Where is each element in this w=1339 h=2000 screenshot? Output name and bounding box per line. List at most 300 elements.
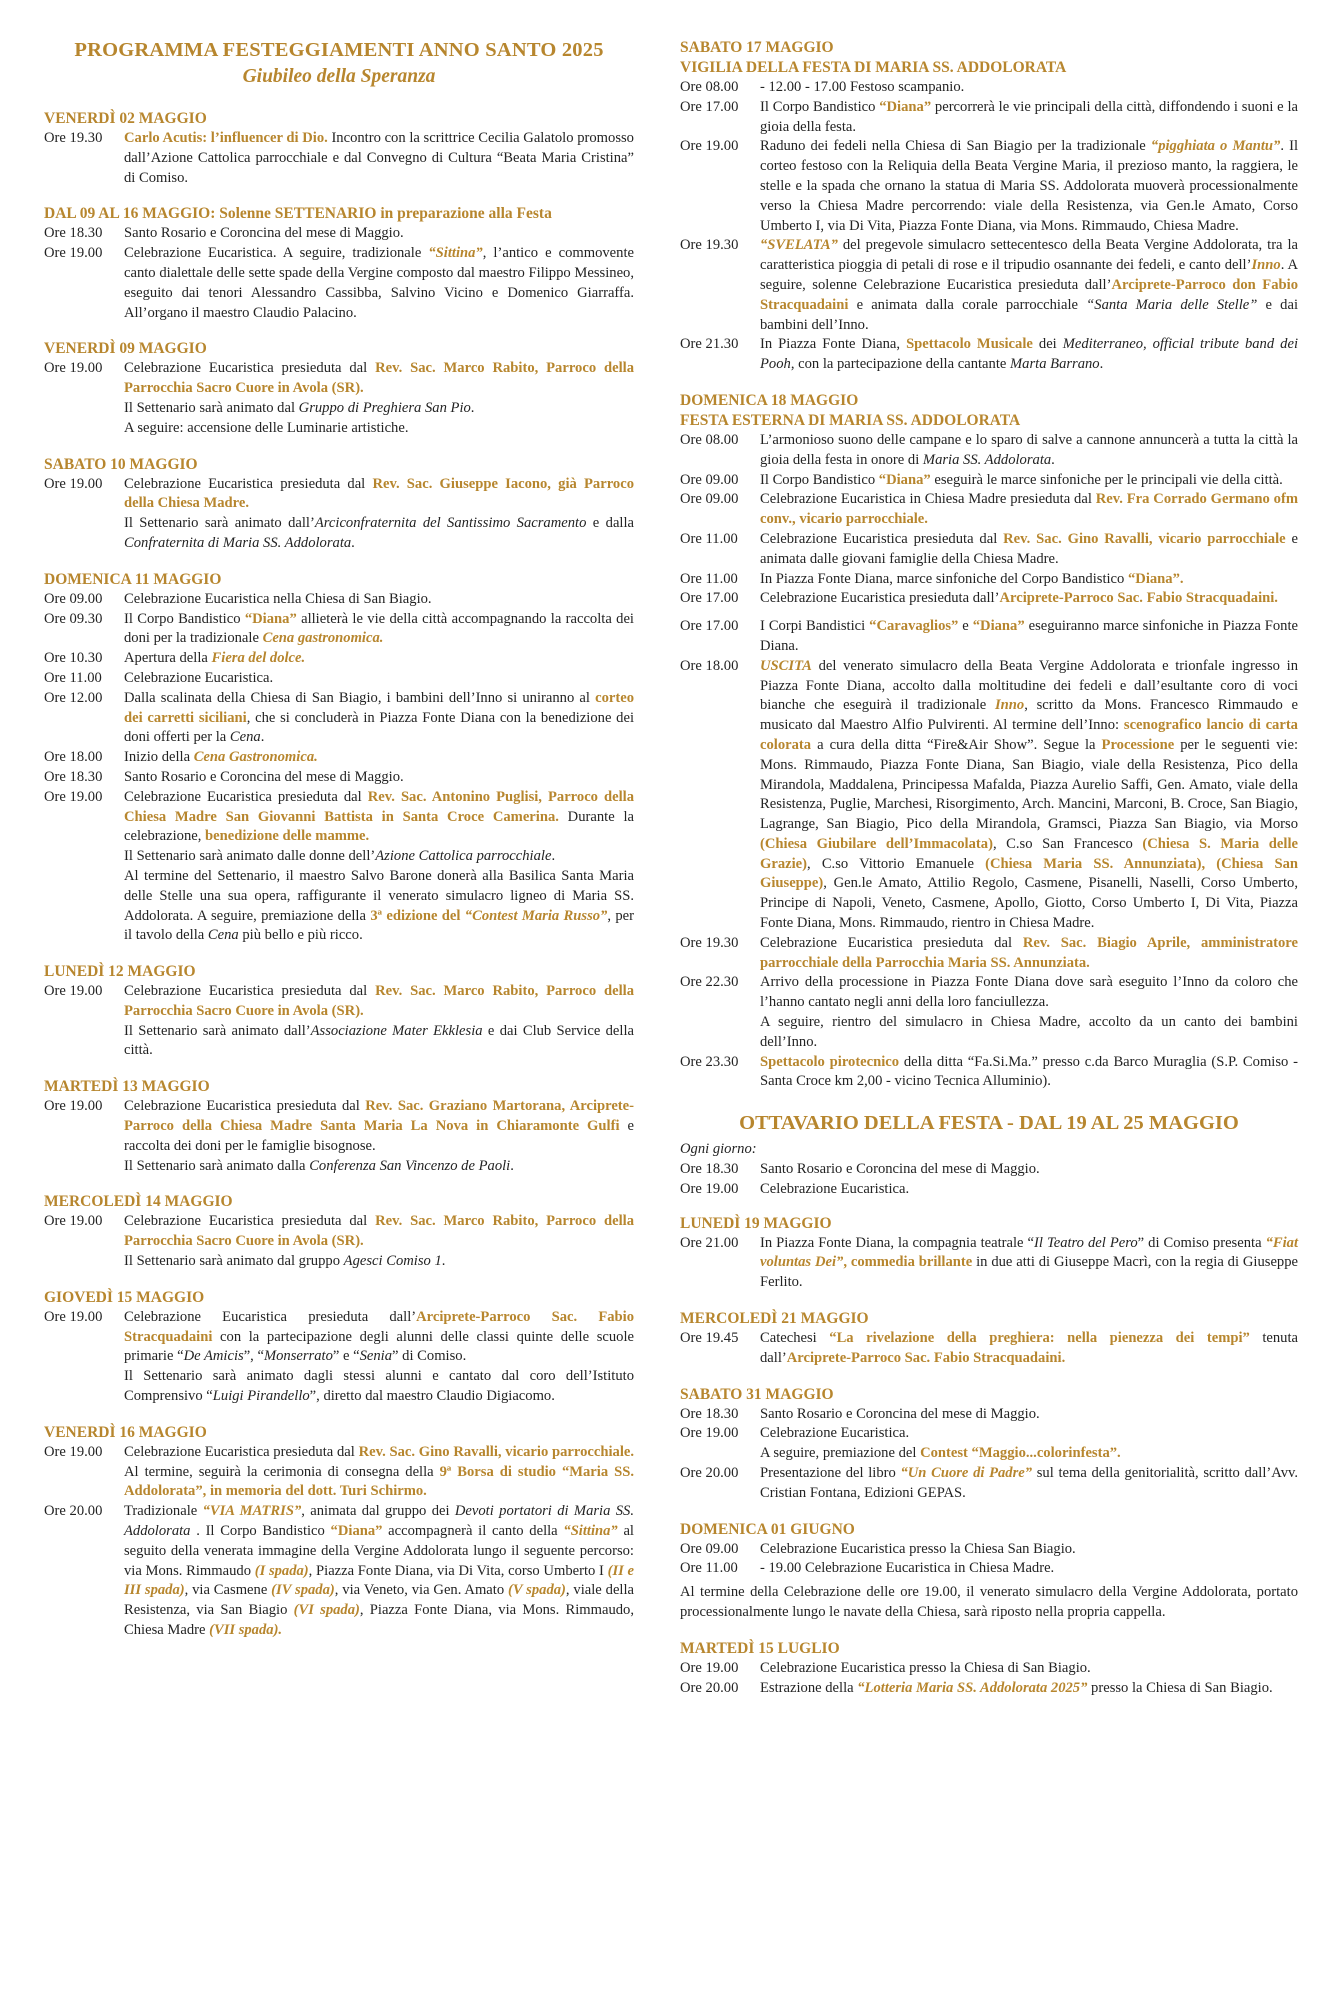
entry-description (760, 1540, 1298, 1560)
entry-text: . Il corteo festoso con la Reliquia della Beata Vergine Maria, il prezioso manto, la raggiera, le stelle e la spada che ornano la statua di Maria SS. Addolorata muoverà processionalmente verso la Chiesa Madre percorrendo: viale della Resistenza, via Gen.le Amato, Corso Umberto I, via Di Vita, Piazza Fonte Diana, via Mons. Rimmaudo, Chiesa Madre. (760, 138, 1298, 234)
entry-description (124, 475, 634, 515)
entry-description (124, 1157, 634, 1177)
entry-time: Ore 08.00 (680, 79, 739, 95)
entry-description (124, 244, 634, 323)
entry-text: , Piazza Fonte Diana, via Di Vita, corso Umberto I (308, 1562, 608, 1579)
entry-text: Arciprete-Parroco Sac. Fabio Stracquadaini (124, 1308, 635, 1345)
entry-text: “Diana”. (1127, 570, 1184, 587)
entry-text: Celebrazione Eucaristica presieduta dal (124, 1213, 376, 1230)
entry-text: a cura della ditta “Fire&Air Show”. Segue la (811, 736, 1102, 753)
entry-text: Il Settenario sarà animato dal gruppo (124, 1253, 344, 1270)
entry-text: (Chiesa Maria SS. Annunziata), (Chiesa San Giuseppe) (760, 855, 1298, 892)
entry-text: Rev. Sac. Gino Ravalli, vicario parrocchiale. (358, 1443, 634, 1460)
day-section (680, 1214, 1298, 1293)
entry-text: Senia (359, 1348, 393, 1365)
entry-time (44, 1252, 124, 1272)
entry-text: (I spada) (254, 1562, 309, 1579)
entry-text: “Santa Maria delle Stelle” (1086, 296, 1258, 313)
entry-text: “SVELATA” (760, 237, 838, 254)
entry-description (124, 399, 634, 419)
entry-text: Spettacolo pirotecnico (760, 1053, 900, 1070)
entry-text: . (510, 1157, 514, 1174)
entry-time: Ore 09.00 (680, 1540, 739, 1557)
entry-text: tenuta dall’ (760, 1330, 1299, 1366)
entry-text: Inno (1251, 257, 1281, 274)
entry-description (124, 649, 634, 669)
entry-text: 9ª Borsa di studio “Maria SS. Addolorata”, in memoria del dott. Turi Schirmo. (124, 1463, 634, 1500)
schedule-entry (44, 590, 634, 610)
right2-sections (680, 1214, 1298, 1699)
day-section (44, 339, 634, 438)
entry-description (124, 359, 634, 399)
entry-text: Celebrazione Eucaristica presieduta dall’ (124, 1308, 417, 1325)
entry-text: Celebrazione Eucaristica presieduta dal (124, 1443, 359, 1460)
entry-time: Ore 19.00 (44, 1308, 103, 1325)
entry-text: Cena Gastronomica. (193, 749, 318, 766)
entry-text: Confraternita di Maria SS. Addolorata (124, 534, 352, 551)
schedule-entry (680, 1013, 1298, 1053)
entry-time: Ore 17.00 (680, 98, 739, 115)
schedule-entry (680, 589, 1298, 609)
entry-text: . A seguire, solenne Celebrazione Eucaristica presieduta dall’ (760, 257, 1299, 293)
schedule-entry (680, 335, 1298, 375)
schedule-entry (44, 475, 634, 515)
entry-time: Ore 20.00 (680, 1465, 739, 1482)
entry-text: Celebrazione Eucaristica in Chiesa Madre presieduta dal (760, 491, 1096, 508)
entry-time: Ore 21.00 (680, 1234, 739, 1251)
entry-text: Devoti portatori di Maria SS. Addolorata (124, 1503, 635, 1540)
entry-text: ” di Comiso presenta (1137, 1234, 1266, 1251)
entry-description (760, 98, 1298, 138)
entry-time: Ore 20.00 (680, 1679, 739, 1696)
entry-text: Inizio della (124, 749, 194, 766)
schedule-entry (680, 657, 1298, 934)
entry-description (124, 514, 634, 554)
entry-time (44, 847, 124, 867)
entry-text: eseguiranno marce sinfoniche in Piazza Fonte Diana. (760, 618, 1298, 654)
entry-description (124, 689, 634, 748)
schedule-entry (680, 137, 1298, 236)
entry-text: , viale della Resistenza, via San Biagio (124, 1582, 635, 1619)
left-column (44, 38, 634, 1657)
day-section (680, 1385, 1298, 1504)
schedule-entry (680, 236, 1298, 335)
schedule-entry (680, 617, 1298, 657)
entry-text: Cena (229, 729, 261, 746)
entry-text: (V spada) (508, 1582, 566, 1599)
entry-text: Celebrazione Eucaristica. (760, 1180, 910, 1197)
entry-description (760, 1013, 1298, 1053)
schedule-entry (44, 1502, 634, 1641)
octave-title: OTTAVARIO DELLA FESTA - DAL 19 AL 25 MAGGIO (739, 1112, 1239, 1135)
entry-time: Ore 21.30 (680, 336, 739, 353)
entry-text: Al termine del Settenario, il maestro Salvo Barone donerà alla Basilica Santa Maria delle Stelle una sua opera, raffigurante il venerato simulacro ligneo di Maria SS. Addolorata. A seguire, premiazione della (124, 867, 634, 924)
entry-text: I Corpi Bandistici (760, 618, 870, 635)
schedule-entry (44, 1212, 634, 1252)
entry-text: Celebrazione Eucaristica. (760, 1425, 910, 1442)
entry-text: “Diana” (879, 98, 932, 115)
entry-text: . (470, 399, 475, 416)
entry-text: in due atti di Giuseppe Macrì, con la regia di Giuseppe Ferlito. (760, 1254, 1298, 1291)
schedule-entry (44, 224, 634, 244)
entry-text: Celebrazione Eucaristica presieduta dal (760, 934, 1023, 951)
entry-text: Santo Rosario e Coroncina del mese di Maggio. (124, 768, 404, 785)
entry-text: “Un Cuore di Padre” (900, 1465, 1033, 1482)
entry-text: Celebrazione Eucaristica. (124, 669, 274, 686)
entry-text: A seguire, rientro del simulacro in Chiesa Madre, accolto da un canto dei bambini dell’Inno. (760, 1014, 1298, 1050)
entry-text: “Sittina” (428, 245, 483, 262)
entry-text: Arciprete-Parroco don Fabio Stracquadaini (760, 276, 1298, 313)
entry-description (124, 224, 634, 244)
schedule-entry (680, 530, 1298, 570)
entry-time: Ore 18.00 (680, 657, 739, 674)
schedule-entry (44, 669, 634, 689)
entry-description (760, 1053, 1298, 1093)
entry-time: Ore 19.00 (680, 1659, 739, 1676)
entry-description (760, 589, 1298, 609)
entry-description (124, 419, 634, 439)
day-section (44, 570, 634, 946)
entry-text: Spettacolo Musicale (906, 336, 1033, 353)
entry-text: Celebrazione Eucaristica presieduta dal (124, 983, 376, 1000)
entry-text: Celebrazione Eucaristica presieduta dal (124, 1098, 366, 1115)
entry-text: “Fiat voluntas Dei” (760, 1234, 1298, 1271)
octave-entries (680, 1160, 1298, 1200)
schedule-entry (680, 1659, 1298, 1679)
entry-description (124, 590, 634, 610)
day-subheading: FESTA ESTERNA DI MARIA SS. ADDOLORATA (680, 411, 1021, 429)
entry-text: , animata dal gruppo dei (301, 1503, 455, 1520)
day-heading: MERCOLEDÌ 21 MAGGIO (680, 1310, 869, 1328)
entry-text: - 12.00 - 17.00 Festoso scampanio. (760, 79, 965, 95)
entry-text: “Diana” (330, 1523, 383, 1540)
entry-description (124, 669, 634, 689)
entry-text: Il Settenario sarà animato dagli stessi alunni e cantato dal coro dell’Istituto Comprensivo “ (124, 1368, 634, 1405)
entry-text: , scritto da Mons. Francesco Rimmaudo e musicato dal Maestro Alfio Pulvirenti. Al termine dell’Inno: (760, 697, 1298, 734)
entry-text: Celebrazione Eucaristica. A seguire, tradizionale (124, 245, 429, 262)
entry-description (124, 1252, 634, 1272)
entry-text: ” e “ (332, 1348, 360, 1365)
entry-time (680, 1013, 760, 1053)
entry-description (760, 1464, 1298, 1504)
entry-text: al seguito della venerata immagine della Vergine Addolorata lungo il seguente percorso: via Mons. Rimmaudo (124, 1523, 634, 1579)
entry-description (124, 867, 634, 946)
entry-text: Rev. Sac. Marco Rabito, Parroco della Parrocchia Sacro Cuore in Avola (SR). (124, 360, 634, 397)
entry-text: Celebrazione Eucaristica presieduta dal (124, 360, 376, 377)
entry-text: Celebrazione Eucaristica presso la Chiesa San Biagio. (760, 1540, 1076, 1557)
entry-time: Ore 09.30 (44, 610, 103, 627)
entry-text: (Chiesa Giubilare dell’Immacolata) (760, 835, 993, 852)
entry-text: ” di Comiso. (392, 1348, 467, 1365)
entry-text: del pregevole simulacro settecentesco della Beata Vergine Addolorata, tra la caratteristica pioggia di petali di rose e il tripudio osannante dei fedeli, e canto dell’ (760, 237, 1298, 274)
entry-time (44, 514, 124, 554)
day-section (680, 1309, 1298, 1369)
entry-text: Carlo Acutis: l’influencer di Dio. (124, 130, 328, 146)
entry-description (124, 847, 634, 867)
entry-text: Santo Rosario e Coroncina del mese di Maggio. (124, 225, 404, 242)
entry-text: Tradizionale (124, 1503, 203, 1520)
entry-text: Rev. Sac. Marco Rabito, Parroco della Parrocchia Sacro Cuore in Avola (SR). (124, 1213, 634, 1250)
entry-description (760, 1559, 1298, 1579)
day-heading: VENERDÌ 09 MAGGIO (44, 340, 207, 358)
schedule-entry (680, 1053, 1298, 1093)
entry-text: presso la Chiesa di San Biagio. (1087, 1679, 1273, 1696)
entry-text: e animata dalla corale parrocchiale (848, 296, 1087, 313)
schedule-entry (44, 1252, 634, 1272)
entry-text: dei (1032, 336, 1063, 353)
entry-time: Ore 19.30 (680, 934, 739, 951)
entry-text: - 19.00 Celebrazione Eucaristica in Chiesa Madre. (760, 1560, 1055, 1577)
day-subheading: VIGILIA DELLA FESTA DI MARIA SS. ADDOLORATA (680, 59, 1067, 76)
schedule-entry (680, 78, 1298, 98)
entry-text: Contest “Maggio...colorinfesta”. (920, 1445, 1121, 1462)
entry-text: (IV spada) (271, 1582, 335, 1599)
schedule-entry (44, 610, 634, 650)
entry-time: Ore 19.45 (680, 1330, 739, 1347)
octave-every-day: Ogni giorno: (680, 1141, 757, 1158)
schedule-entry (680, 1329, 1298, 1369)
entry-text: , Piazza Fonte Diana, via Mons. Rimmaudo, Chiesa Madre (124, 1602, 635, 1639)
schedule-entry (680, 98, 1298, 138)
entry-text: Santo Rosario e Coroncina del mese di Maggio. (760, 1161, 1040, 1178)
entry-time: Ore 10.30 (44, 650, 103, 667)
entry-time: Ore 20.00 (44, 1503, 103, 1520)
schedule-entry (44, 788, 634, 847)
entry-text: 3ª edizione del (370, 907, 465, 924)
entry-time: Ore 18.30 (44, 225, 103, 242)
entry-text: , l’antico e commovente canto dialettale delle sette spade della Vergine composto dal maestro Filippo Messineo, eseguito dai tenori Alessandro Cassibba, Salvino Vicino e Domenico Giarraffa. All’organo il maestro Claudio Palacino. (124, 245, 634, 321)
entry-description (124, 748, 634, 768)
entry-text: Rev. Sac. Marco Rabito, Parroco della Parrocchia Sacro Cuore in Avola (SR). (124, 983, 634, 1019)
day-heading: LUNEDÌ 12 MAGGIO (44, 963, 196, 981)
entry-time (44, 1157, 124, 1177)
entry-description (124, 788, 634, 847)
entry-description (760, 1405, 1298, 1425)
entry-text: e raccolta dei doni per le famiglie bisognose. (124, 1118, 634, 1154)
entry-time: Ore 19.00 (44, 1213, 103, 1230)
entry-description (760, 617, 1298, 657)
entry-text: Celebrazione Eucaristica presieduta dal (760, 530, 1004, 547)
entry-text: Celebrazione Eucaristica presso la Chiesa di San Biagio. (760, 1659, 1091, 1676)
entry-description (124, 129, 634, 188)
schedule-entry (680, 934, 1298, 974)
entry-text: Cena (207, 927, 239, 944)
schedule-entry (44, 1308, 634, 1367)
day-section (44, 1288, 634, 1407)
entry-description (124, 1443, 634, 1502)
entry-text: Celebrazione Eucaristica nella Chiesa di San Biagio. (124, 590, 432, 607)
day-heading: VENERDÌ 16 MAGGIO (44, 1423, 207, 1441)
entry-description (124, 1308, 634, 1367)
schedule-entry (680, 1180, 1298, 1200)
entry-time (44, 867, 124, 946)
entry-text: e dalla (586, 515, 635, 532)
entry-text: Arrivo della processione in Piazza Fonte Diana dove sarà eseguito l’Inno da coloro che l’hanno cantato negli anni della loro fanciullezza. (760, 974, 1298, 1011)
entry-text: Apertura della (124, 650, 212, 667)
entry-text: , via Casmene (184, 1582, 272, 1599)
entry-text: . (351, 534, 355, 551)
entry-time: Ore 17.00 (680, 590, 739, 607)
entry-text: Il Settenario sarà animato dall’ (124, 1022, 311, 1039)
entry-text: e (958, 618, 973, 635)
day-section (44, 962, 634, 1061)
entry-time: Ore 22.30 (680, 974, 739, 991)
entry-time: Ore 19.00 (44, 475, 103, 492)
schedule-entry (44, 867, 634, 946)
entry-text: allieterà le vie della città accompagnando la raccolta dei doni per la tradizionale (124, 610, 634, 647)
entry-description (760, 1160, 1298, 1180)
schedule-entry (680, 490, 1298, 530)
entry-description (760, 1679, 1298, 1699)
schedule-entry (680, 1234, 1298, 1293)
entry-description (760, 431, 1298, 471)
entry-text: Agesci Comiso 1 (343, 1253, 442, 1270)
closing-note: Al termine della Celebrazione delle ore 19.00, il venerato simulacro della Vergine Addolorata, portato processionalmente lungo le navate della Chiesa, sarà riposto nella propria cappella. (680, 1584, 1298, 1620)
entry-time: Ore 11.00 (680, 570, 738, 587)
day-section (44, 1077, 634, 1176)
entry-text: Celebrazione Eucaristica presieduta dal (124, 788, 368, 805)
entry-description (760, 657, 1298, 934)
entry-description (760, 1180, 1298, 1200)
entry-time: Ore 11.00 (680, 1560, 738, 1577)
day-heading: DAL 09 AL 16 MAGGIO: Solenne SETTENARIO in preparazione alla Festa (44, 205, 552, 223)
entry-text: . Il Corpo Bandistico (190, 1523, 331, 1540)
entry-text: USCITA (760, 657, 812, 674)
entry-time: Ore 19.00 (44, 360, 103, 377)
entry-description (124, 610, 634, 650)
entry-text: . (260, 729, 265, 746)
entry-text: Rev. Sac. Biagio Aprile, amministratore parrocchiale della Parrocchia Maria SS. Annunziata. (760, 934, 1298, 971)
right-sections (680, 38, 1298, 1092)
entry-text: L’armonioso suono delle campane e lo sparo di salve a cannone annuncerà a tutta la città la gioia della festa in onore di (760, 431, 1298, 468)
schedule-entry (44, 748, 634, 768)
entry-text: scenografico lancio di carta colorata (760, 717, 1298, 753)
entry-text: Estrazione della (760, 1679, 858, 1696)
entry-description (760, 471, 1298, 491)
entry-time: Ore 19.00 (44, 1098, 103, 1115)
schedule-entry (680, 1464, 1298, 1504)
entry-description (760, 934, 1298, 974)
schedule-entry (44, 1443, 634, 1502)
entry-text: (VI spada) (293, 1602, 360, 1619)
entry-text: De Amicis (183, 1348, 244, 1365)
entry-time: Ore 23.30 (680, 1053, 739, 1070)
entry-text: Il Corpo Bandistico (760, 471, 879, 488)
entry-text: , C.so Vittorio Emanuele (807, 855, 986, 872)
schedule-entry (44, 419, 634, 439)
entry-time: Ore 09.00 (44, 590, 103, 607)
entry-text: Fiera del dolce. (211, 650, 306, 667)
entry-description (124, 1212, 634, 1252)
entry-description (124, 1022, 634, 1062)
entry-text: ”, diretto dal maestro Claudio Digiacomo. (309, 1388, 555, 1405)
schedule-entry (44, 514, 634, 554)
entry-text: Monserrato (263, 1348, 333, 1365)
entry-text: “La rivelazione della preghiera: nella pienezza dei tempi” (829, 1330, 1250, 1347)
day-heading: MERCOLEDÌ 14 MAGGIO (44, 1193, 233, 1211)
entry-description (760, 1234, 1298, 1293)
entry-text: “Diana” (878, 471, 931, 488)
entry-description (760, 530, 1298, 570)
schedule-entry (44, 982, 634, 1022)
entry-description (760, 236, 1298, 335)
schedule-entry (680, 431, 1298, 471)
entry-description (760, 490, 1298, 530)
entry-text: Cena gastronomica. (262, 630, 384, 647)
entry-text: In Piazza Fonte Diana, marce sinfoniche del Corpo Bandistico (760, 570, 1128, 587)
entry-text: Santo Rosario e Coroncina del mese di Maggio. (760, 1405, 1040, 1422)
day-section (680, 391, 1298, 1092)
entry-text: Catechesi (760, 1330, 830, 1347)
entry-text: e dai Club Service della città. (124, 1022, 634, 1059)
entry-text: percorrerà le vie principali della città, diffondendo i suoni e la gioia della festa. (760, 98, 1298, 135)
entry-text: “Sittina” (563, 1523, 618, 1540)
entry-text: eseguirà le marce sinfoniche per le principali vie della città. (930, 471, 1283, 488)
entry-text: Arciconfraternita del Santissimo Sacramento (314, 515, 587, 532)
right-column (680, 38, 1298, 1714)
entry-text: della ditta “Fa.Si.Ma.” presso c.da Barco Muraglia (S.P. Comiso - Santa Croce km 2,00 - vicino Tecnica Alluminio). (760, 1053, 1298, 1090)
entry-text: . (1099, 356, 1104, 373)
schedule-entry (44, 129, 634, 188)
day-section (44, 204, 634, 323)
entry-text: Il Settenario sarà animato dalla (124, 1157, 310, 1174)
schedule-entry (44, 1022, 634, 1062)
entry-time: Ore 09.00 (680, 491, 739, 508)
schedule-entry (680, 1559, 1298, 1579)
entry-description (124, 1097, 634, 1156)
entry-text: ”, “ (243, 1348, 264, 1365)
entry-text: Celebrazione Eucaristica presieduta dal (124, 475, 373, 492)
entry-text: , con la partecipazione della cantante (790, 356, 1011, 373)
entry-description (760, 335, 1298, 375)
schedule-entry (44, 649, 634, 669)
entry-text: “VIA MATRIS” (202, 1503, 302, 1520)
left-sections (44, 109, 634, 1641)
schedule-entry (44, 1367, 634, 1407)
entry-text: Il Corpo Bandistico (124, 610, 245, 627)
entry-text: Durante la celebrazione, (124, 808, 634, 845)
schedule-entry (44, 689, 634, 748)
schedule-entry (680, 570, 1298, 590)
entry-text: Il Settenario sarà animato dall’ (124, 515, 315, 532)
entry-text: “pigghiata o Mantu” (1150, 138, 1281, 155)
entry-text: . (441, 1253, 446, 1270)
schedule-entry (680, 973, 1298, 1013)
entry-description (760, 137, 1298, 236)
entry-time (44, 1022, 124, 1062)
entry-text: (Chiesa S. Maria delle Grazie) (760, 835, 1298, 872)
entry-text: con la partecipazione degli alunni delle classi quinte delle scuole primarie “ (124, 1328, 634, 1365)
entry-time: Ore 08.00 (680, 431, 739, 448)
entry-text: Celebrazione Eucaristica presieduta dall’ (760, 590, 1000, 607)
entry-description (760, 1444, 1298, 1464)
day-section (680, 1639, 1298, 1699)
entry-text: Rev. Sac. Giuseppe Iacono, già Parroco della Chiesa Madre. (124, 475, 634, 512)
day-heading: MARTEDÌ 13 MAGGIO (44, 1078, 210, 1096)
entry-text: (VII spada). (209, 1622, 283, 1639)
entry-text: “Lotteria Maria SS. Addolorata 2025” (857, 1679, 1088, 1696)
day-heading: SABATO 31 MAGGIO (680, 1385, 834, 1403)
schedule-entry (44, 399, 634, 419)
entry-text: Arciprete-Parroco Sac. Fabio Stracquadaini. (999, 590, 1278, 607)
entry-time: Ore 11.00 (680, 530, 738, 547)
entry-text: Processione (1101, 736, 1175, 753)
entry-text: sul tema della genitorialità, scritto dall’Avv. Cristian Fontana, Edizioni GEPAS. (760, 1465, 1298, 1501)
entry-text: Gruppo di Preghiera San Pio (298, 399, 471, 416)
schedule-entry (44, 847, 634, 867)
schedule-entry (680, 1424, 1298, 1444)
day-heading: SABATO 17 MAGGIO (680, 39, 834, 56)
